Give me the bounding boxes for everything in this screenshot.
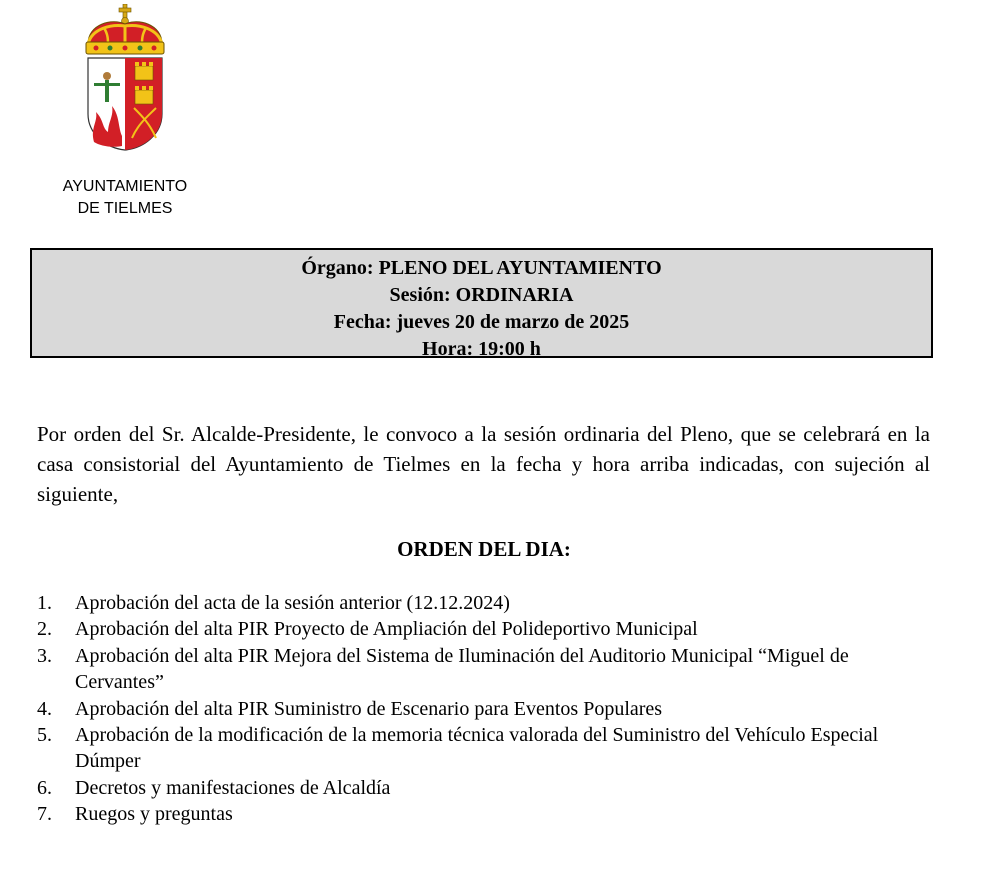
- agenda-item: [37, 775, 937, 801]
- agenda-item-text: Aprobación del acta de la sesión anterior (12.12.2024): [75, 592, 510, 614]
- agenda-list: [37, 590, 937, 828]
- session-time: Hora: 19:00 h: [422, 338, 541, 360]
- agenda-item-number: 7.: [37, 803, 52, 826]
- session-info-box: [30, 248, 933, 358]
- agenda-item: [37, 722, 937, 775]
- agenda-item-number: 3.: [37, 644, 52, 667]
- agenda-item-number: 6.: [37, 776, 52, 799]
- agenda-item: [37, 590, 937, 616]
- agenda-item: [37, 643, 937, 696]
- session-date: Fecha: jueves 20 de marzo de 2025: [333, 311, 630, 333]
- session-organo: Órgano: PLENO DEL AYUNTAMIENTO: [301, 257, 662, 279]
- agenda-item-number: 5.: [37, 724, 52, 747]
- organization-name: [30, 176, 220, 220]
- agenda-title: ORDEN DEL DIA:: [397, 537, 571, 561]
- agenda-item-text: Aprobación del alta PIR Mejora del Sistema de Iluminación del Auditorio Municipal “Miguel de Cervantes”: [75, 644, 849, 694]
- session-type: Sesión: ORDINARIA: [389, 284, 574, 306]
- agenda-item-text: Aprobación de la modificación de la memoria técnica valorada del Suministro del Vehículo Especial Dúmper: [75, 724, 879, 773]
- agenda-item-number: 1.: [37, 592, 52, 614]
- agenda-item-number: 4.: [37, 697, 52, 720]
- org-name-line1: AYUNTAMIENTO: [62, 178, 188, 195]
- agenda-item-text: Ruegos y preguntas: [75, 803, 233, 826]
- agenda-item-text: Decretos y manifestaciones de Alcaldía: [75, 776, 391, 799]
- org-name-line2: DE TIELMES: [77, 200, 173, 217]
- agenda-item: [37, 616, 937, 642]
- agenda-item-text: Aprobación del alta PIR Proyecto de Ampliación del Polideportivo Municipal: [75, 618, 698, 641]
- agenda-item-text: Aprobación del alta PIR Suministro de Escenario para Eventos Populares: [75, 697, 663, 720]
- agenda-item: [37, 801, 937, 827]
- coat-of-arms-icon: [82, 4, 168, 152]
- intro-paragraph: Por orden del Sr. Alcalde-Presidente, le convoco a la sesión ordinaria del Pleno, que se celebrará en la casa consistorial del Ayuntamiento de Tielmes en la fecha y hora arriba indicadas, con sujeción al siguiente,: [37, 422, 930, 506]
- agenda-item: [37, 696, 937, 722]
- agenda-item-number: 2.: [37, 618, 52, 641]
